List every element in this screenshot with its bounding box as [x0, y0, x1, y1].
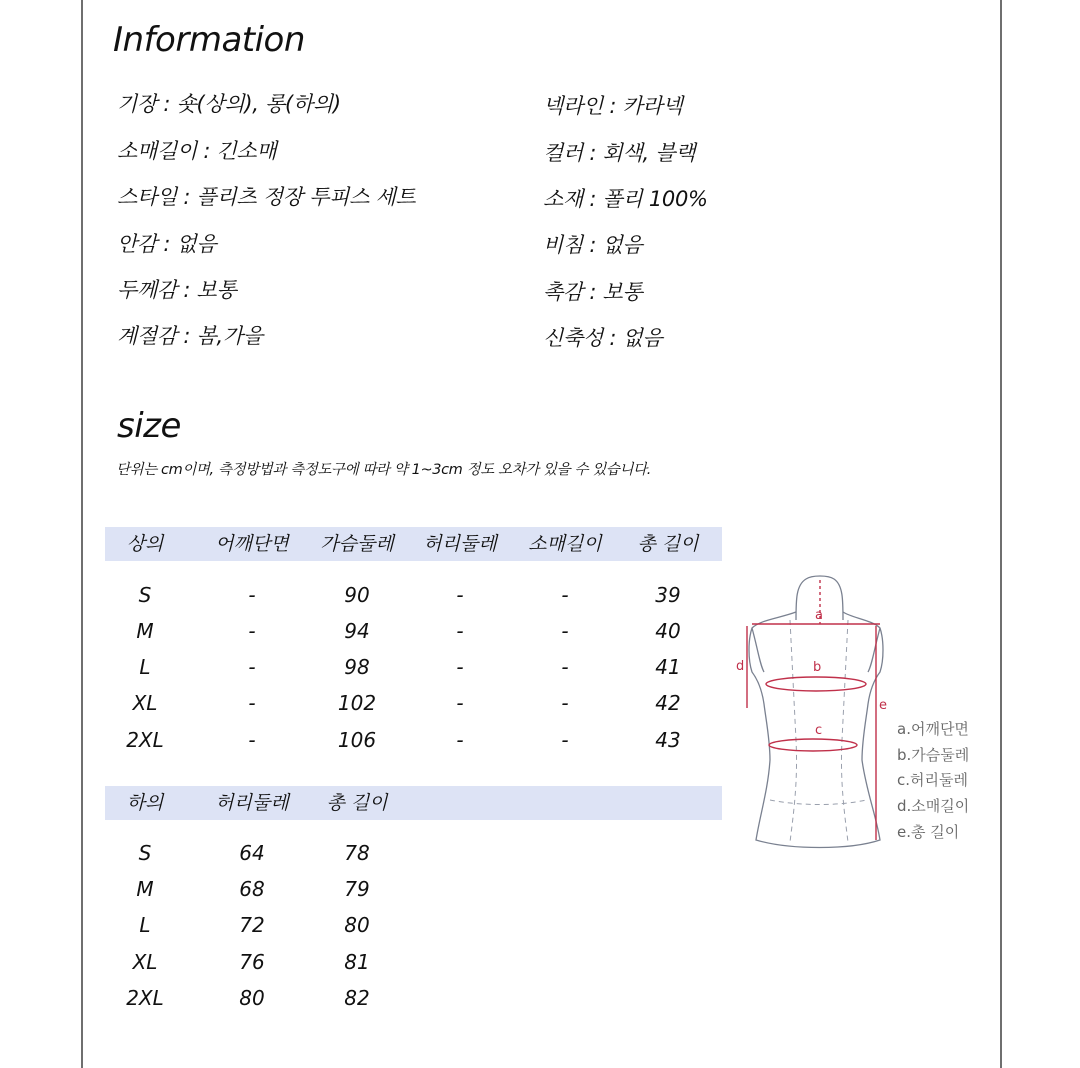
waist-measure-ellipse	[769, 739, 857, 751]
top-table-cell: 40	[655, 619, 681, 643]
bottom-table-cell: 72	[239, 913, 265, 937]
chest-measure-ellipse	[766, 677, 866, 691]
bottom-header-cell: 총 길이	[326, 792, 388, 814]
top-table-cell: -	[248, 728, 256, 752]
mannequin-hip-line	[770, 800, 866, 805]
bottom-table-cell: 81	[344, 950, 370, 974]
top-table-cell: -	[561, 655, 569, 679]
mannequin-armhole-right	[868, 628, 880, 672]
top-table-cell: -	[456, 619, 464, 643]
mannequin-seam-left	[790, 620, 797, 842]
mannequin-armhole-left	[752, 628, 764, 672]
info-style: 스타일 : 플리츠 정장 투피스 세트	[117, 185, 416, 209]
info-color: 컬러 : 회색, 블랙	[543, 141, 696, 165]
size-title: size	[117, 406, 181, 446]
top-table-cell: 42	[655, 691, 681, 715]
top-table-cell: -	[456, 728, 464, 752]
bottom-header-cell: 하의	[126, 792, 164, 814]
bottom-table-cell: 79	[344, 877, 370, 901]
info-season: 계절감 : 봄,가을	[117, 324, 263, 348]
marker-a: a	[815, 608, 823, 623]
info-neckline: 넥라인 : 카라넥	[543, 94, 683, 118]
top-header-cell: 총 길이	[637, 533, 699, 555]
bottom-table-cell: 2XL	[126, 986, 164, 1010]
info-touch: 촉감 : 보통	[543, 280, 643, 304]
marker-d: d	[736, 659, 745, 674]
top-table-cell: -	[561, 583, 569, 607]
bottom-header-cell: 허리둘레	[215, 792, 289, 814]
info-lining: 안감 : 없음	[117, 232, 217, 256]
info-sleeve: 소매길이 : 긴소매	[117, 139, 277, 163]
top-table-cell: -	[456, 583, 464, 607]
marker-e: e	[879, 698, 887, 713]
mannequin-seam-right	[841, 620, 848, 842]
info-thickness: 두께감 : 보통	[117, 278, 237, 302]
marker-c: c	[815, 723, 823, 738]
top-table-cell: 41	[655, 655, 681, 679]
top-table-cell: 43	[655, 728, 681, 752]
info-stretch: 신축성 : 없음	[543, 326, 663, 350]
top-table-cell: 106	[337, 728, 377, 752]
info-sheerness: 비침 : 없음	[543, 233, 643, 257]
top-table-cell: 102	[337, 691, 377, 715]
top-table-cell: S	[138, 583, 152, 607]
legend-item: d.소매길이	[897, 797, 970, 815]
top-table-cell: M	[136, 619, 154, 643]
legend-item: c.허리둘레	[897, 771, 968, 789]
top-header-cell: 상의	[126, 533, 164, 555]
bottom-table-cell: 68	[239, 877, 265, 901]
top-table-cell: -	[561, 728, 569, 752]
info-material: 소재 : 폴리 100%	[543, 187, 708, 211]
marker-b: b	[813, 660, 822, 675]
top-table-cell: XL	[132, 691, 158, 715]
size-note: 단위는 cm이며, 측정방법과 측정도구에 따라 약 1~3cm 정도 오차가 있을 수 있습니다.	[116, 462, 651, 478]
top-table-cell: -	[561, 691, 569, 715]
bottom-table-cell: 76	[239, 950, 265, 974]
top-header-cell: 허리둘레	[423, 533, 497, 555]
top-table-cell: -	[456, 655, 464, 679]
bottom-table-cell: XL	[132, 950, 158, 974]
bottom-table-cell: S	[138, 841, 152, 865]
top-header-cell: 소매길이	[528, 533, 602, 555]
top-table-cell: 94	[344, 619, 370, 643]
top-table-cell: 98	[344, 655, 370, 679]
bottom-table-cell: 82	[344, 986, 370, 1010]
legend-item: a.어깨단면	[897, 720, 969, 738]
top-table-cell: -	[248, 619, 256, 643]
legend-item: b.가슴둘레	[897, 746, 970, 764]
bottom-table-cell: L	[139, 913, 151, 937]
top-table-cell: L	[139, 655, 151, 679]
top-table-cell: 90	[344, 583, 370, 607]
bottom-table-cell: 78	[344, 841, 370, 865]
bottom-table-cell: 80	[239, 986, 265, 1010]
top-header-cell: 가슴둘레	[320, 533, 394, 555]
top-table-cell: -	[561, 619, 569, 643]
bottom-table-cell: M	[136, 877, 154, 901]
bottom-table-cell: 80	[344, 913, 370, 937]
top-table-cell: 2XL	[126, 728, 164, 752]
info-length: 기장 : 숏(상의), 롱(하의)	[117, 92, 341, 116]
information-title: Information	[113, 20, 305, 60]
bottom-table-cell: 64	[239, 841, 265, 865]
top-header-cell: 어깨단면	[215, 533, 289, 555]
top-table-cell: 39	[655, 583, 681, 607]
top-table-cell: -	[248, 691, 256, 715]
legend-item: e.총 길이	[897, 823, 960, 841]
top-table-cell: -	[456, 691, 464, 715]
top-table-cell: -	[248, 583, 256, 607]
top-table-cell: -	[248, 655, 256, 679]
